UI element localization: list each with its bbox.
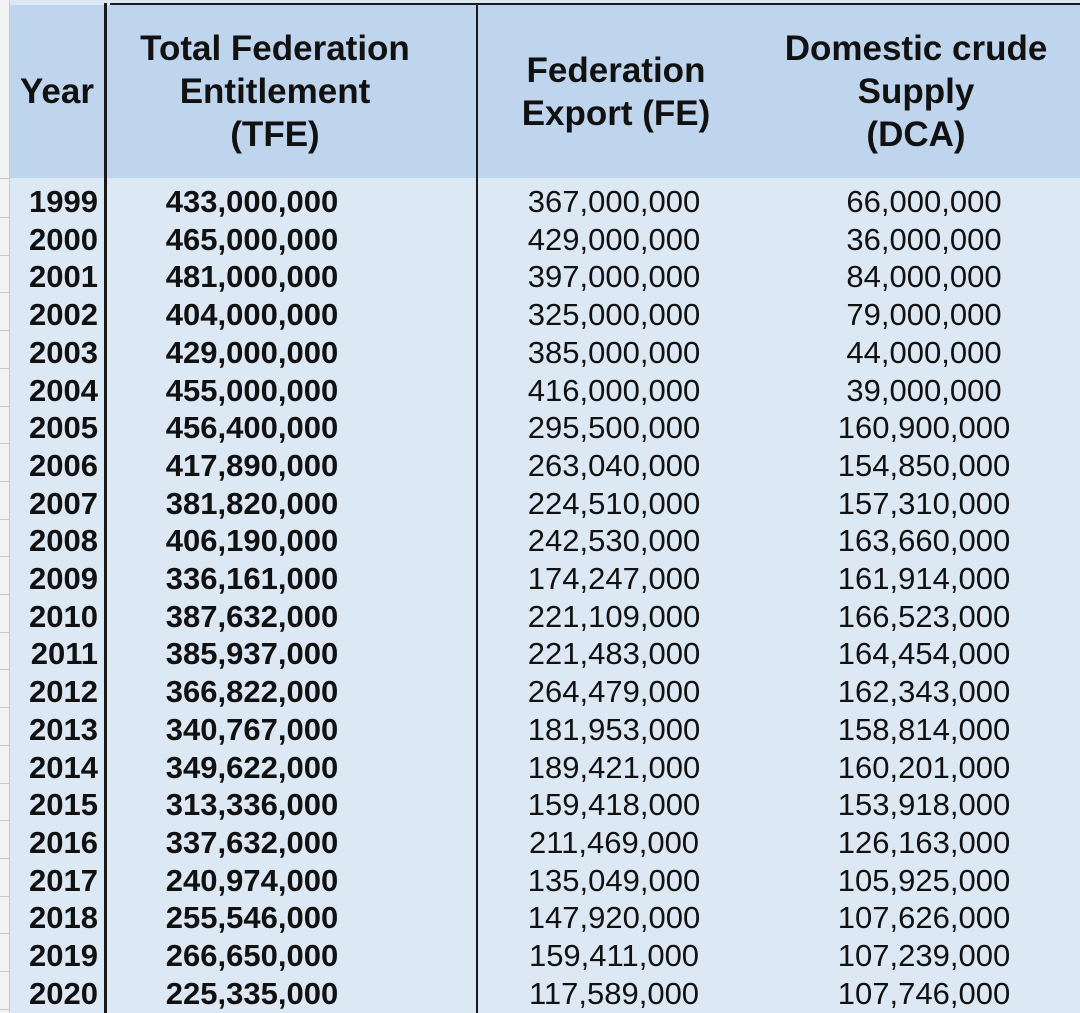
year-cell[interactable]: 2010 (29, 598, 98, 634)
row-gutter-tick (0, 481, 9, 482)
dca-cell[interactable]: 162,343,000 (837, 674, 1011, 710)
dca-cell[interactable]: 158,814,000 (837, 711, 1011, 747)
fe-cell[interactable]: 189,421,000 (527, 749, 701, 785)
table-row[interactable] (10, 711, 1080, 749)
table-row[interactable] (10, 899, 1080, 937)
table-row[interactable] (10, 522, 1080, 560)
row-gutter-tick (0, 858, 9, 859)
fe-cell[interactable]: 117,589,000 (528, 975, 700, 1011)
fe-cell[interactable]: 224,510,000 (527, 485, 701, 521)
table-row[interactable] (10, 409, 1080, 447)
row-gutter-tick (0, 368, 9, 369)
year-cell[interactable]: 2001 (29, 259, 98, 295)
fe-cell[interactable]: 416,000,000 (527, 372, 701, 408)
table-row[interactable] (10, 786, 1080, 824)
row-gutter-tick (0, 745, 9, 746)
fe-cell[interactable]: 295,500,000 (527, 410, 701, 446)
fe-cell[interactable]: 221,109,000 (527, 598, 701, 634)
tfe-cell[interactable]: 465,000,000 (165, 221, 339, 257)
row-gutter-tick (0, 669, 9, 670)
table-row[interactable] (10, 183, 1080, 221)
year-cell[interactable]: 2014 (29, 749, 98, 785)
year-cell[interactable]: 2004 (29, 372, 98, 408)
year-cell[interactable]: 2011 (30, 636, 98, 672)
tfe-cell[interactable]: 404,000,000 (165, 297, 339, 333)
year-cell[interactable]: 2000 (29, 221, 98, 257)
fe-cell[interactable]: 181,953,000 (527, 711, 701, 747)
year-cell[interactable]: 2020 (29, 975, 98, 1011)
table-row[interactable] (10, 334, 1080, 372)
row-gutter-tick (0, 556, 9, 557)
year-cell[interactable]: 2018 (29, 900, 98, 936)
tfe-cell[interactable]: 266,650,000 (165, 938, 339, 973)
row-gutter-tick (0, 292, 9, 293)
dca-cell[interactable]: 79,000,000 (846, 297, 1002, 333)
year-cell[interactable]: 2017 (29, 862, 98, 898)
fe-cell[interactable]: 159,418,000 (527, 787, 701, 823)
dca-cell[interactable]: 163,660,000 (837, 523, 1011, 559)
row-gutter-tick (0, 217, 9, 218)
tfe-cell[interactable]: 433,000,000 (165, 184, 339, 219)
row-gutter-tick (0, 255, 9, 256)
row-gutter-tick (0, 783, 9, 784)
row-gutter-tick (0, 820, 9, 821)
fe-cell[interactable]: 385,000,000 (527, 334, 701, 370)
row-gutter-tick (0, 443, 9, 444)
fe-cell[interactable]: 147,920,000 (527, 900, 701, 936)
row-gutter-tick (0, 933, 9, 934)
row-gutter-tick (0, 632, 9, 633)
table-row[interactable] (10, 975, 1080, 1013)
row-gutter-tick (0, 330, 9, 331)
tfe-cell[interactable]: 385,937,000 (165, 636, 339, 672)
tfe-cell[interactable]: 406,190,000 (165, 523, 339, 559)
dca-cell[interactable]: 126,163,000 (837, 824, 1011, 860)
table-row[interactable] (10, 258, 1080, 296)
tfe-cell[interactable]: 481,000,000 (165, 259, 339, 295)
table-row[interactable] (10, 296, 1080, 334)
dca-cell[interactable]: 157,310,000 (837, 485, 1011, 521)
fe-cell[interactable]: 429,000,000 (527, 221, 701, 257)
row-gutter-tick (0, 896, 9, 897)
dca-cell[interactable]: 153,918,000 (837, 787, 1011, 823)
year-cell[interactable]: 2007 (29, 485, 98, 521)
row-gutter-tick (0, 1009, 9, 1010)
fe-cell[interactable]: 367,000,000 (527, 184, 701, 219)
row-gutter-tick (0, 178, 9, 179)
tfe-cell[interactable]: 336,161,000 (165, 561, 339, 596)
row-gutter-tick (0, 971, 9, 972)
table-row[interactable] (10, 560, 1080, 598)
table-row[interactable] (10, 749, 1080, 787)
header-fe: Federation Export (FE) (521, 50, 711, 133)
header-tfe: Total Federation Entitlement (TFE) (140, 29, 410, 154)
header-dca: Domestic crude Supply (DCA) (784, 29, 1048, 154)
year-cell[interactable]: 1999 (29, 184, 98, 219)
year-cell[interactable]: 2012 (29, 674, 98, 710)
table-row[interactable] (10, 485, 1080, 523)
fe-cell[interactable]: 263,040,000 (527, 447, 701, 483)
fe-cell[interactable]: 221,483,000 (527, 636, 701, 672)
fe-cell[interactable]: 211,469,000 (528, 824, 700, 860)
year-cell[interactable]: 2016 (29, 824, 98, 860)
dca-cell[interactable]: 84,000,000 (846, 259, 1002, 295)
table-row[interactable] (10, 372, 1080, 410)
dca-cell[interactable]: 161,914,000 (837, 561, 1011, 596)
row-gutter-tick (0, 519, 9, 520)
dca-cell[interactable]: 105,925,000 (837, 862, 1011, 898)
fe-cell[interactable]: 264,479,000 (527, 674, 701, 710)
dca-cell[interactable]: 107,626,000 (837, 900, 1011, 936)
table-row[interactable] (10, 824, 1080, 862)
tfe-cell[interactable]: 381,820,000 (165, 485, 339, 521)
dca-cell[interactable]: 66,000,000 (846, 184, 1002, 219)
row-gutter-tick (0, 406, 9, 407)
row-gutter-tick (0, 707, 9, 708)
dca-cell[interactable]: 166,523,000 (837, 598, 1011, 634)
dca-cell[interactable]: 160,900,000 (837, 410, 1011, 446)
year-cell[interactable]: 2003 (29, 334, 98, 370)
tfe-cell[interactable]: 340,767,000 (165, 711, 339, 747)
tfe-cell[interactable]: 455,000,000 (165, 372, 339, 408)
table-row[interactable] (10, 673, 1080, 711)
table-row[interactable] (10, 937, 1080, 975)
row-gutter (0, 0, 10, 1013)
table-row[interactable] (10, 862, 1080, 900)
tfe-cell[interactable]: 225,335,000 (165, 975, 339, 1011)
dca-cell[interactable]: 164,454,000 (837, 636, 1011, 672)
fe-cell[interactable]: 325,000,000 (527, 297, 701, 333)
table-row[interactable] (10, 447, 1080, 485)
table-row[interactable] (10, 598, 1080, 636)
dca-cell[interactable]: 160,201,000 (837, 749, 1011, 785)
dca-cell[interactable]: 154,850,000 (837, 447, 1011, 483)
row-gutter-tick (0, 594, 9, 595)
tfe-cell[interactable]: 240,974,000 (165, 862, 339, 898)
table-row[interactable] (10, 635, 1080, 673)
tfe-cell[interactable]: 255,546,000 (165, 900, 339, 936)
fe-cell[interactable]: 397,000,000 (527, 259, 701, 295)
year-cell[interactable]: 2006 (29, 447, 98, 483)
tfe-cell[interactable]: 429,000,000 (165, 334, 339, 370)
tfe-cell[interactable]: 417,890,000 (165, 447, 339, 483)
fe-cell[interactable]: 242,530,000 (527, 523, 701, 559)
header-year: Year (20, 72, 94, 111)
dca-cell[interactable]: 39,000,000 (846, 372, 1002, 408)
dca-cell[interactable]: 36,000,000 (846, 221, 1002, 257)
spreadsheet-table (10, 0, 1080, 1013)
tfe-cell[interactable]: 349,622,000 (165, 749, 339, 785)
dca-cell[interactable]: 44,000,000 (846, 334, 1002, 370)
dca-cell[interactable]: 107,239,000 (837, 938, 1011, 973)
tfe-cell[interactable]: 313,336,000 (165, 787, 339, 823)
table-row[interactable] (10, 221, 1080, 259)
fe-cell[interactable]: 174,247,000 (527, 561, 701, 596)
year-cell[interactable]: 2015 (29, 787, 98, 823)
year-cell[interactable]: 2005 (29, 410, 98, 446)
tfe-cell[interactable]: 456,400,000 (165, 410, 339, 446)
year-cell[interactable]: 2008 (29, 523, 98, 559)
dca-cell[interactable]: 107,746,000 (837, 975, 1011, 1011)
year-cell[interactable]: 2013 (29, 711, 98, 747)
year-cell[interactable]: 2002 (29, 297, 98, 333)
tfe-cell[interactable]: 387,632,000 (165, 598, 339, 634)
year-cell[interactable]: 2009 (29, 561, 98, 596)
tfe-cell[interactable]: 337,632,000 (165, 824, 339, 860)
tfe-cell[interactable]: 366,822,000 (165, 674, 339, 710)
fe-cell[interactable]: 135,049,000 (527, 862, 701, 898)
fe-cell[interactable]: 159,411,000 (528, 938, 700, 973)
year-cell[interactable]: 2019 (29, 938, 98, 973)
